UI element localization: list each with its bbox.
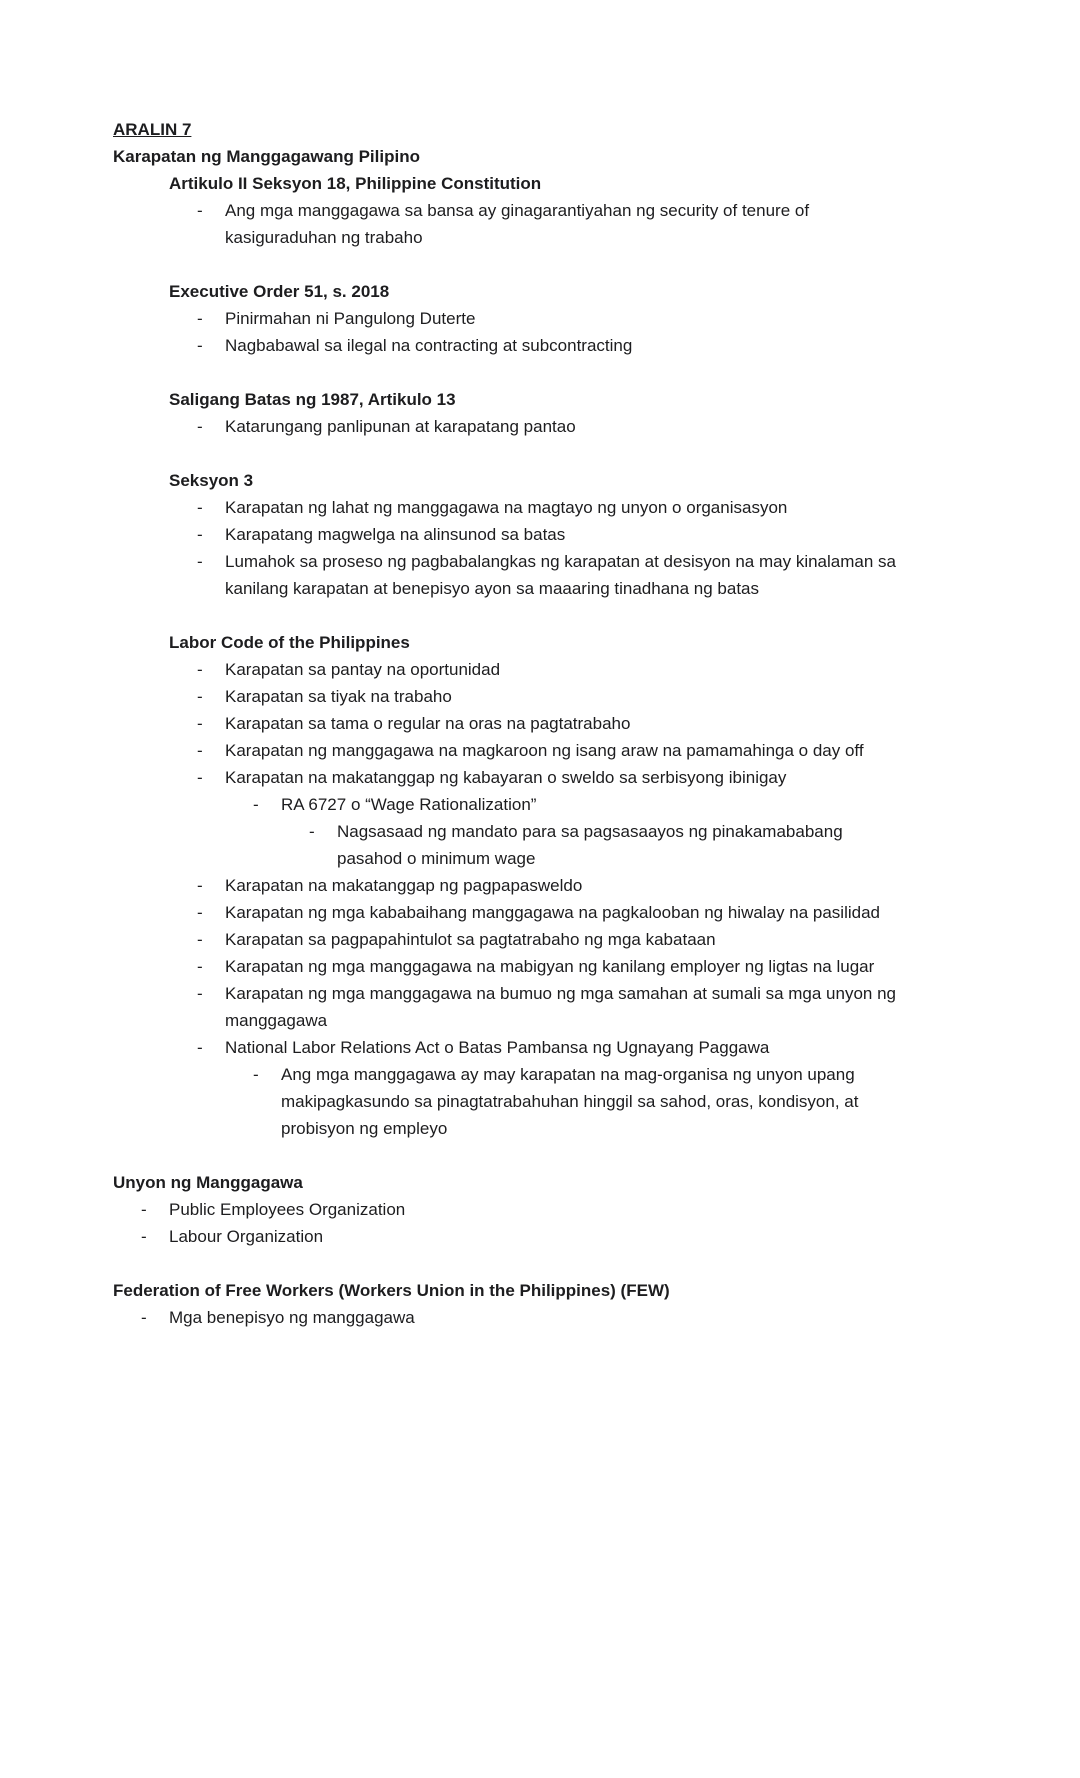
doc-title: ARALIN 7 bbox=[113, 120, 192, 139]
section-heading: Labor Code of the Philippines bbox=[169, 633, 410, 652]
section-heading: Unyon ng Manggagawa bbox=[113, 1173, 303, 1192]
list-dash: - bbox=[309, 822, 315, 841]
list-item-text: Karapatan ng mga kababaihang manggagawa na pagkalooban ng hiwalay na pasilidad bbox=[225, 903, 880, 922]
list-dash: - bbox=[197, 336, 203, 355]
list-item-text: Karapatan ng mga manggagawa na mabigyan ng kanilang employer ng ligtas na lugar bbox=[225, 957, 875, 976]
list-item-text: RA 6727 o “Wage Rationalization” bbox=[281, 795, 537, 814]
list-item bbox=[113, 494, 906, 521]
list-item bbox=[113, 521, 906, 548]
list-item bbox=[113, 980, 906, 1034]
list-item bbox=[113, 872, 906, 899]
list-item-text: Karapatan sa tama o regular na oras na pagtatrabaho bbox=[225, 714, 631, 733]
list-item-text: Mga benepisyo ng manggagawa bbox=[169, 1308, 415, 1327]
list-item bbox=[113, 1196, 906, 1223]
list-dash: - bbox=[197, 984, 203, 1003]
list-item bbox=[113, 656, 906, 683]
list-item bbox=[113, 683, 906, 710]
list-dash: - bbox=[253, 795, 259, 814]
list-dash: - bbox=[197, 903, 203, 922]
list-item bbox=[113, 899, 906, 926]
list-dash: - bbox=[197, 687, 203, 706]
section-saligang-batas-1987 bbox=[113, 386, 906, 440]
list-item bbox=[113, 818, 906, 872]
list-dash: - bbox=[141, 1200, 147, 1219]
list-dash: - bbox=[197, 525, 203, 544]
list-dash: - bbox=[197, 309, 203, 328]
list-item bbox=[113, 413, 906, 440]
list-item-text: Karapatan sa pagpapahintulot sa pagtatrabaho ng mga kabataan bbox=[225, 930, 716, 949]
list-item-text: Karapatang magwelga na alinsunod sa batas bbox=[225, 525, 566, 544]
list-dash: - bbox=[197, 417, 203, 436]
list-item bbox=[113, 791, 906, 818]
list-item-text: Karapatan sa tiyak na trabaho bbox=[225, 687, 452, 706]
list-item bbox=[113, 926, 906, 953]
list-item bbox=[113, 764, 906, 791]
list-dash: - bbox=[197, 768, 203, 787]
section-artikulo-ii-seksyon-18 bbox=[113, 170, 906, 251]
section-federation-of-free-workers bbox=[113, 1277, 906, 1331]
list-item-text: Labour Organization bbox=[169, 1227, 324, 1246]
list-item bbox=[113, 1304, 906, 1331]
section-heading: Seksyon 3 bbox=[169, 471, 254, 490]
list-dash: - bbox=[141, 1227, 147, 1246]
section-unyon-ng-manggagawa bbox=[113, 1169, 906, 1250]
list-item-text: Karapatan na makatanggap ng pagpapasweldo bbox=[225, 876, 583, 895]
list-item-text: Ang mga manggagawa sa bansa ay ginagarantiyahan ng security of tenure of kasiguraduhan ng trabaho bbox=[225, 201, 810, 247]
list-item-text: Nagbabawal sa ilegal na contracting at subcontracting bbox=[225, 336, 633, 355]
list-item bbox=[113, 953, 906, 980]
list-item-text: Katarungang panlipunan at karapatang pantao bbox=[225, 417, 576, 436]
list-item-text: Lumahok sa proseso ng pagbabalangkas ng karapatan at desisyon na may kinalaman sa kanilang karapatan at benepisyo ayon sa maaaring tinadhana ng batas bbox=[225, 552, 896, 598]
list-item-text: Pinirmahan ni Pangulong Duterte bbox=[225, 309, 476, 328]
list-item bbox=[113, 197, 906, 251]
list-item bbox=[113, 548, 906, 602]
list-item-text: Karapatan na makatanggap ng kabayaran o sweldo sa serbisyong ibinigay bbox=[225, 768, 787, 787]
list-dash: - bbox=[197, 201, 203, 220]
section-labor-code bbox=[113, 629, 906, 1142]
list-dash: - bbox=[141, 1308, 147, 1327]
list-item bbox=[113, 305, 906, 332]
list-dash: - bbox=[197, 552, 203, 571]
list-item-text: Public Employees Organization bbox=[169, 1200, 406, 1219]
list-item bbox=[113, 737, 906, 764]
list-item-text: National Labor Relations Act o Batas Pambansa ng Ugnayang Paggawa bbox=[225, 1038, 770, 1057]
section-heading: Saligang Batas ng 1987, Artikulo 13 bbox=[169, 390, 456, 409]
doc-subtitle: Karapatan ng Manggagawang Pilipino bbox=[113, 147, 420, 166]
section-heading: Federation of Free Workers (Workers Union in the Philippines) (FEW) bbox=[113, 1281, 670, 1300]
list-item-text: Karapatan ng mga manggagawa na bumuo ng mga samahan at sumali sa mga unyon ng manggagawa bbox=[225, 984, 896, 1030]
section-heading: Artikulo II Seksyon 18, Philippine Constitution bbox=[169, 174, 542, 193]
section-seksyon-3 bbox=[113, 467, 906, 602]
list-dash: - bbox=[197, 498, 203, 517]
list-item bbox=[113, 710, 906, 737]
list-item-text: Karapatan ng manggagawa na magkaroon ng isang araw na pamamahinga o day off bbox=[225, 741, 864, 760]
list-dash: - bbox=[197, 876, 203, 895]
list-item-text: Karapatan sa pantay na oportunidad bbox=[225, 660, 501, 679]
list-item-text: Karapatan ng lahat ng manggagawa na magtayo ng unyon o organisasyon bbox=[225, 498, 788, 517]
list-dash: - bbox=[197, 714, 203, 733]
section-executive-order-51 bbox=[113, 278, 906, 359]
list-dash: - bbox=[253, 1065, 259, 1084]
list-dash: - bbox=[197, 660, 203, 679]
list-item bbox=[113, 1034, 906, 1061]
list-dash: - bbox=[197, 1038, 203, 1057]
section-heading: Executive Order 51, s. 2018 bbox=[169, 282, 390, 301]
list-item bbox=[113, 1061, 906, 1142]
list-item bbox=[113, 332, 906, 359]
list-item-text: Nagsasaad ng mandato para sa pagsasaayos ng pinakamababang pasahod o minimum wage bbox=[337, 822, 843, 868]
list-item-text: Ang mga manggagawa ay may karapatan na mag-organisa ng unyon upang makipagkasundo sa pinagtatrabahuhan hinggil sa sahod, oras, kondisyon, at probisyon ng empleyo bbox=[281, 1065, 859, 1138]
list-item bbox=[113, 1223, 906, 1250]
list-dash: - bbox=[197, 957, 203, 976]
list-dash: - bbox=[197, 930, 203, 949]
list-dash: - bbox=[197, 741, 203, 760]
